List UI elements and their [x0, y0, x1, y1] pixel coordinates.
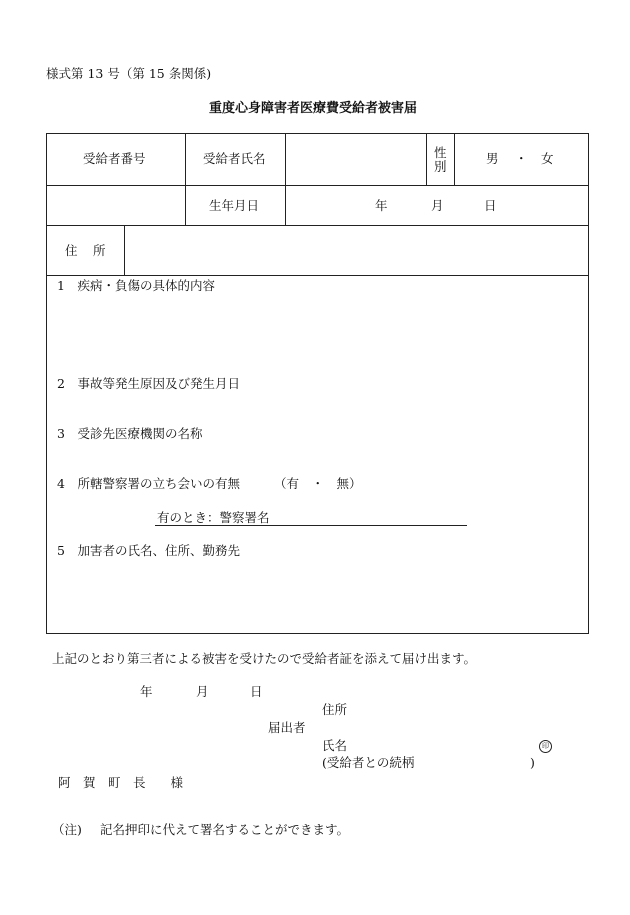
- item-2: 2 事故等発生原因及び発生月日: [57, 376, 240, 391]
- date-year: 年: [140, 684, 153, 699]
- item-1: 1 疾病・負傷の具体的内容: [57, 278, 215, 293]
- gender-male: 男: [486, 151, 499, 166]
- notifier-label: 届出者: [268, 720, 306, 735]
- declaration-text: 上記のとおり第三者による被害を受けたので受給者証を添えて届け出ます。: [52, 651, 477, 666]
- item-3: 3 受診先医療機関の名称: [57, 426, 203, 441]
- row-divider: [46, 185, 588, 186]
- date-day: 日: [250, 684, 263, 699]
- gender-female: 女: [541, 151, 554, 166]
- item-4-police-station-label: 有のとき：警察署名: [157, 510, 270, 525]
- col-divider: [285, 133, 286, 225]
- note-marker: （注): [52, 822, 82, 837]
- col-divider: [124, 225, 125, 275]
- address-label-1: 住: [65, 243, 78, 258]
- item-5: 5 加害者の氏名、住所、勤務先: [57, 543, 240, 558]
- address-label-2: 所: [93, 243, 106, 258]
- item-4-options: （有 ・ 無）: [274, 476, 362, 491]
- applicant-address-label: 住所: [322, 702, 348, 717]
- date-month: 月: [196, 684, 209, 699]
- note-text: 記名押印に代えて署名することができます。: [100, 822, 350, 837]
- row-divider: [46, 275, 588, 276]
- dob-month: 月: [431, 198, 444, 213]
- applicant-name-label: 氏名: [322, 738, 348, 753]
- addressee: 阿 賀 町 長 様: [58, 775, 184, 790]
- police-station-underline: [155, 525, 467, 526]
- dob-label: 生年月日: [209, 198, 260, 213]
- recipient-number-label: 受給者番号: [83, 151, 146, 166]
- col-divider: [454, 133, 455, 185]
- form-title: 重度心身障害者医療費受給者被害届: [209, 101, 418, 116]
- gender-label-bottom: 別: [434, 159, 447, 174]
- gender-separator: ・: [515, 151, 528, 166]
- seal-mark: 印: [539, 740, 552, 753]
- col-divider: [185, 133, 186, 225]
- col-divider: [426, 133, 427, 185]
- relation-close: ): [530, 755, 535, 770]
- recipient-name-label: 受給者氏名: [203, 151, 266, 166]
- row-divider: [46, 225, 588, 226]
- form-number: 様式第 13 号（第 15 条関係): [46, 66, 212, 81]
- dob-year: 年: [375, 198, 388, 213]
- dob-day: 日: [484, 198, 497, 213]
- item-4: 4 所轄警察署の立ち会いの有無: [57, 476, 240, 491]
- gender-label-top: 性: [434, 145, 447, 160]
- relation-label: (受給者との続柄: [322, 755, 415, 770]
